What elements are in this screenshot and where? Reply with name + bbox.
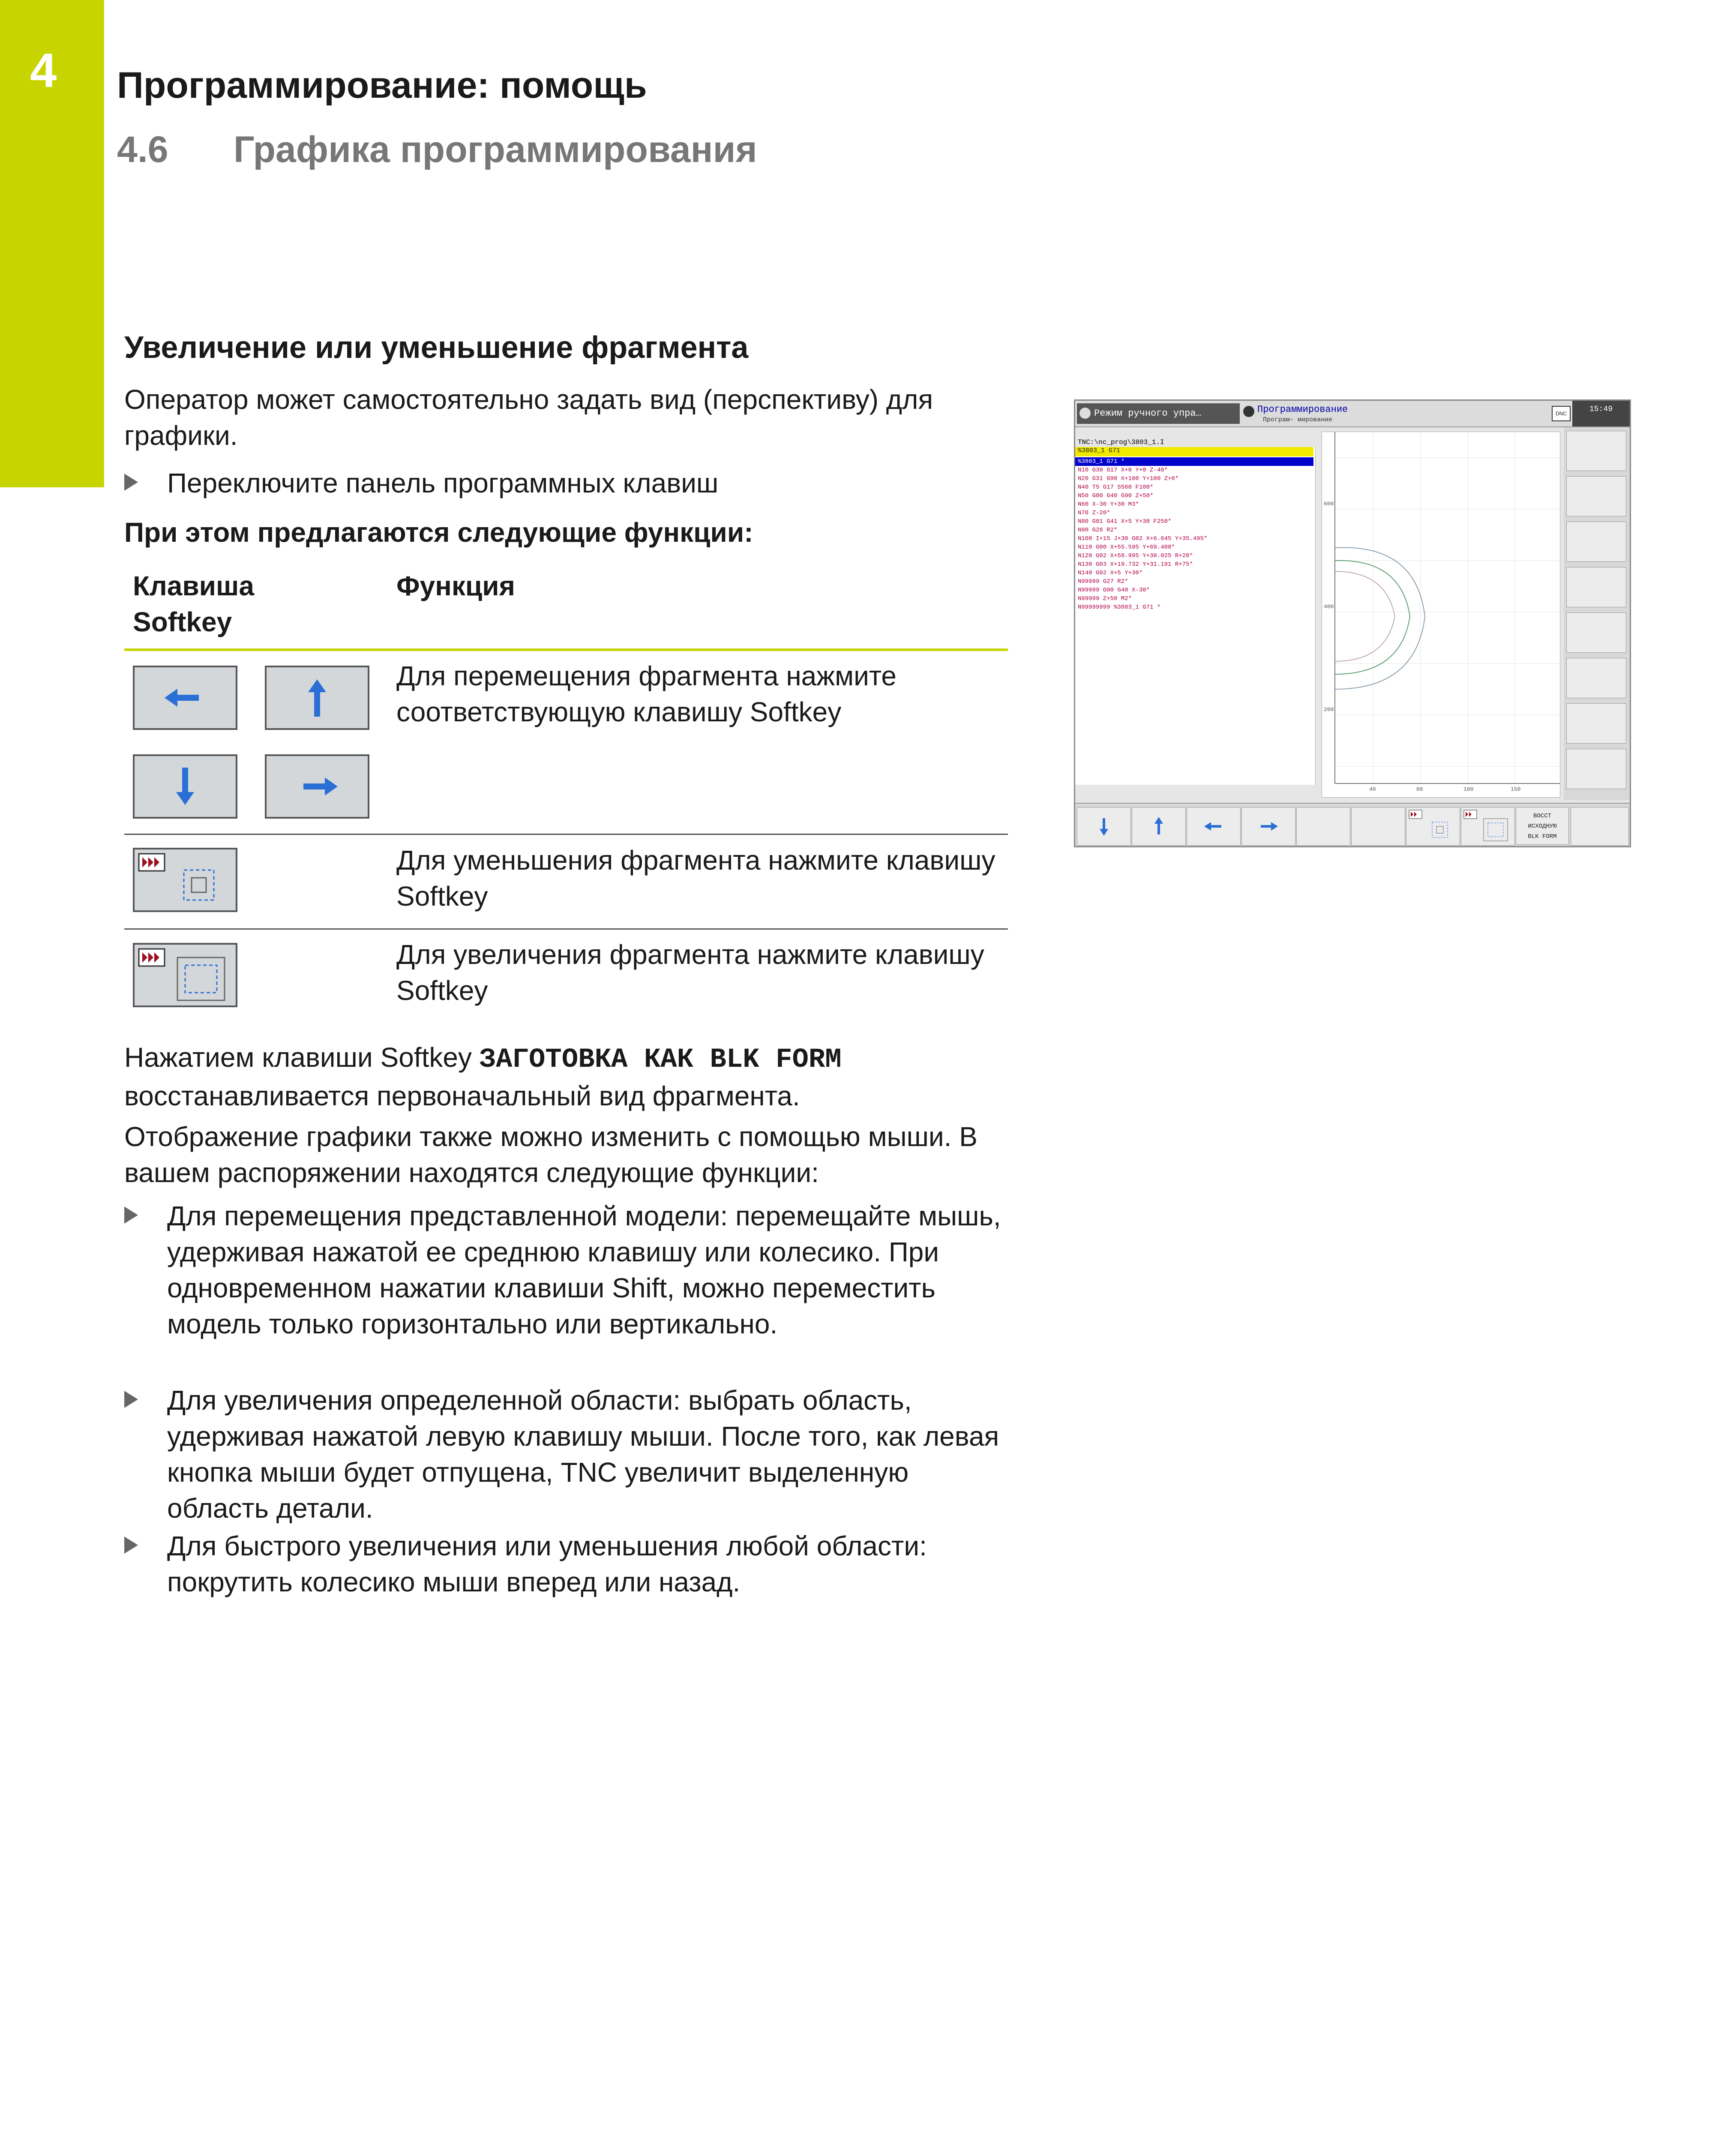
section-title: Графика программирования — [234, 129, 757, 170]
reset-suffix: восстанавливается первоначальный вид фрагмента. — [124, 1081, 800, 1111]
table-row-zoom-out-text: Для уменьшения фрагмента нажмите клавишу Softkey — [396, 845, 995, 912]
softkey-zoom-out[interactable] — [133, 848, 237, 912]
subsection-title: Увеличение или уменьшение фрагмента — [124, 330, 749, 365]
sk-reset-line: ИСХОДНУЮ — [1528, 823, 1557, 830]
program-line[interactable]: N99999 Z+50 M2* — [1078, 595, 1132, 602]
program-line[interactable]: N100 I+15 J+30 G02 X+6.645 Y+35.495* — [1078, 535, 1208, 542]
bullet-triangle-icon — [124, 1207, 138, 1224]
vertical-softkey[interactable] — [1566, 476, 1626, 516]
sk-empty[interactable] — [1351, 807, 1405, 846]
table-divider — [124, 834, 1008, 835]
program-path: TNC:\nc_prog\3803_1.I — [1078, 438, 1164, 446]
sk-zoom-out[interactable] — [1406, 807, 1460, 846]
axis-label: 100 — [1463, 786, 1474, 792]
vertical-softkey[interactable] — [1566, 431, 1626, 471]
editor-scrollbar[interactable] — [1315, 447, 1322, 785]
softkey-zoom-in[interactable] — [133, 943, 237, 1007]
vertical-softkey[interactable] — [1566, 658, 1626, 698]
table-row-move-text: Для перемещения фрагмента нажмите соответствующую клавишу Softkey — [396, 660, 896, 727]
sk-zoom-in[interactable] — [1461, 807, 1515, 846]
arrow-up-icon — [267, 667, 368, 728]
arrow-down-icon — [1077, 807, 1130, 845]
table-header-key — [133, 568, 254, 640]
chapter-title: Программирование: помощь — [117, 65, 647, 106]
program-line[interactable]: N110 G00 X+55.595 Y+69.408* — [1078, 544, 1175, 551]
mode-tab[interactable] — [1077, 403, 1240, 424]
table-divider — [124, 928, 1008, 930]
program-title-line: %3803_1 G71 — [1075, 447, 1313, 456]
zoom-in-icon — [135, 945, 236, 1005]
sk-reset-blk-form[interactable] — [1516, 807, 1569, 845]
zoom-out-icon — [1406, 807, 1460, 845]
reset-keyword: ЗАГОТОВКА КАК BLK FORM — [479, 1044, 842, 1075]
reset-prefix: Нажатием клавиши Softkey — [124, 1042, 480, 1073]
program-line[interactable]: N99999 G27 R2* — [1078, 578, 1128, 585]
mouse-bullet-text: Для быстрого увеличения или уменьшения любой области: покрутить колесико мыши вперед или назад. — [167, 1531, 927, 1597]
manual-mode-icon — [1079, 408, 1091, 419]
graphic-view[interactable] — [1322, 432, 1560, 798]
arrow-right-icon — [267, 756, 368, 817]
axis-label: 150 — [1511, 786, 1521, 792]
section-number: 4.6 — [117, 129, 168, 170]
vertical-softkey[interactable] — [1566, 703, 1626, 744]
mode-tab-label: Режим ручного упра… — [1094, 408, 1202, 419]
program-line[interactable]: N90 G26 R2* — [1078, 527, 1118, 534]
vertical-softkey[interactable] — [1566, 749, 1626, 789]
sk-reset-line: ВОССТ — [1533, 813, 1551, 819]
sk-down[interactable] — [1077, 807, 1131, 846]
axis-label: 600 — [1324, 501, 1334, 507]
dnc-icon: DNC — [1552, 406, 1571, 421]
arrow-up-icon — [1132, 807, 1185, 845]
functions-heading: При этом предлагаются следующие функции: — [124, 517, 753, 548]
table-header-key-line2: Softkey — [133, 606, 232, 637]
mouse-bullet-text: Для увеличения определенной области: выбрать область, удерживая нажатой левую клавишу мыши. После того, как левая кнопка мыши будет отпущена, TNC увеличит выделенную область детали. — [167, 1385, 999, 1524]
chapter-number: 4 — [30, 44, 57, 97]
vertical-softkey[interactable] — [1566, 567, 1626, 607]
vertical-softkey[interactable] — [1566, 612, 1626, 653]
sk-up[interactable] — [1132, 807, 1186, 846]
softkey-left[interactable] — [133, 666, 237, 730]
program-line[interactable]: N10 G30 G17 X+0 Y+0 Z-40* — [1078, 467, 1168, 474]
bullet-triangle-icon — [124, 1537, 138, 1554]
reset-paragraph — [124, 1039, 1016, 1114]
step-text: Переключите панель программных клавиш — [167, 468, 719, 498]
program-line[interactable]: N70 Z-20* — [1078, 510, 1110, 516]
program-mode-icon — [1243, 406, 1254, 417]
sk-reset-line: BLK FORM — [1528, 833, 1557, 840]
arrow-down-icon — [135, 756, 236, 817]
bullet-triangle-icon — [124, 1391, 138, 1408]
table-header-key-line1: Клавиша — [133, 570, 254, 601]
clock: 15:49 — [1589, 405, 1613, 414]
axis-label: 400 — [1324, 603, 1334, 610]
program-line[interactable]: N99999999 %3803_1 G71 * — [1078, 604, 1161, 611]
vertical-softkey-bar — [1564, 427, 1630, 800]
table-row-zoom-in-text: Для увеличения фрагмента нажмите клавишу Softkey — [396, 939, 984, 1006]
program-line[interactable]: N99999 G00 G40 X-30* — [1078, 587, 1150, 594]
program-line[interactable]: N20 G31 G90 X+100 Y+100 Z+0* — [1078, 475, 1179, 482]
axis-label: 60 — [1416, 786, 1423, 792]
sk-empty[interactable] — [1296, 807, 1350, 846]
axis-label: 200 — [1324, 706, 1334, 713]
softkey-up[interactable] — [265, 666, 369, 730]
tnc-screenshot — [1074, 399, 1631, 847]
horizontal-softkey-bar — [1075, 803, 1630, 847]
prog-tab[interactable]: Программирование — [1257, 404, 1348, 415]
program-lines — [1075, 457, 1313, 612]
mouse-intro: Отображение графики также можно изменить с помощью мыши. В вашем распоряжении находятся следующие функции: — [124, 1121, 977, 1188]
program-line[interactable]: N130 G03 X+19.732 Y+31.191 R+75* — [1078, 561, 1193, 568]
program-line[interactable]: N120 G02 X+58.995 Y+38.025 R+20* — [1078, 552, 1193, 559]
table-header-rule — [124, 648, 1008, 651]
bullet-triangle-icon — [124, 474, 138, 491]
contour-graphic — [1322, 432, 1560, 797]
softkey-down[interactable] — [133, 754, 237, 819]
mouse-bullet-text: Для перемещения представленной модели: перемещайте мышь, удерживая нажатой ее среднюю клавишу или колесико. При одновременном нажатии клавиши Shift, можно переместить модель только горизонтально или вертикально. — [167, 1201, 1001, 1339]
intro-paragraph: Оператор может самостоятельно задать вид (перспективу) для графики. — [124, 384, 933, 451]
program-line[interactable]: N60 X-30 Y+30 M3* — [1078, 501, 1139, 508]
sk-right[interactable] — [1241, 807, 1295, 846]
arrow-left-icon — [135, 667, 236, 728]
table-header-function: Функция — [396, 570, 515, 601]
clock-area — [1572, 401, 1630, 426]
axis-label: 40 — [1369, 786, 1376, 792]
softkey-right[interactable] — [265, 754, 369, 819]
program-line[interactable]: N50 G00 G40 G90 Z+50* — [1078, 492, 1154, 499]
program-line-selected[interactable]: %3803_1 G71 * — [1075, 457, 1313, 466]
sk-empty[interactable] — [1571, 807, 1629, 846]
arrow-left-icon — [1187, 807, 1240, 845]
zoom-in-icon — [1461, 807, 1514, 845]
vertical-softkey[interactable] — [1566, 522, 1626, 562]
program-editor[interactable] — [1075, 447, 1315, 785]
arrow-right-icon — [1242, 807, 1295, 845]
program-line[interactable]: N40 T5 G17 S560 F100* — [1078, 484, 1154, 491]
program-line[interactable]: N80 G01 G41 X+5 Y+30 F250* — [1078, 518, 1172, 525]
sk-left[interactable] — [1187, 807, 1241, 846]
program-line[interactable]: N140 G02 X+5 Y+30* — [1078, 570, 1143, 576]
zoom-out-icon — [135, 849, 236, 910]
prog-sub: Програм- мирование — [1263, 416, 1333, 423]
